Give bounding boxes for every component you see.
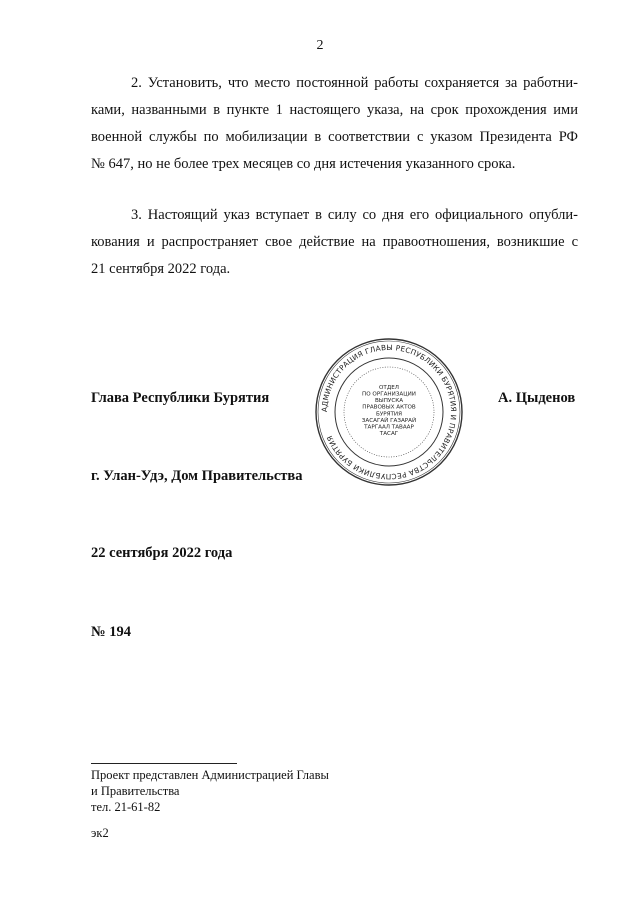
footnote-line: Проект представлен Администрацией Главы — [91, 768, 329, 782]
seal-center-line: ЗАСАГАЙ ГАЗАРАЙ — [361, 417, 417, 424]
seal-center-line: ПРАВОВЫХ АКТОВ — [362, 404, 416, 411]
seal-center-line: ВЫПУСКА — [374, 398, 404, 405]
signing-place: г. Улан-Удэ, Дом Правительства — [91, 468, 303, 484]
official-seal — [314, 337, 464, 487]
footnote-line: тел. 21-61-82 — [91, 800, 161, 814]
paragraph-2 — [91, 70, 578, 178]
seal-ring-text: АДМИНИСТРАЦИЯ ГЛАВЫ РЕСПУБЛИКИ БУРЯТИЯ И ПРАВИТЕЛЬСТВА РЕСПУБЛИКИ БУРЯТИЯ — [319, 342, 459, 482]
signing-date: 22 сентября 2022 года — [91, 545, 233, 561]
signatory-name: А. Цыденов — [498, 390, 576, 406]
paragraph-2-line: военной службы по мобилизации в соответствии с указом Президента РФ — [91, 129, 578, 145]
paragraph-3-line: 3. Настоящий указ вступает в силу со дня его официального опубли- — [131, 207, 578, 223]
decree-number: № 194 — [91, 624, 131, 640]
seal-center-line: ПО ОРГАНИЗАЦИИ — [362, 391, 416, 398]
paragraph-2-line: 2. Установить, что место постоянной работы сохраняется за работни- — [131, 75, 578, 91]
page-number: 2 — [316, 38, 324, 53]
seal-center-line: ОТДЕЛ — [379, 384, 399, 391]
paragraph-3-line: 21 сентября 2022 года. — [91, 261, 231, 277]
footnote-line: и Правительства — [91, 784, 180, 798]
signatory-position: Глава Республики Бурятия — [91, 390, 270, 406]
seal-center-line: ТАСАГ — [379, 431, 399, 438]
paragraph-3 — [91, 202, 578, 283]
paragraph-3-line: кования и распространяет свое действие на правоотношения, возникшие с — [91, 234, 578, 250]
footnote-code: эк2 — [91, 826, 109, 840]
footnote-divider — [91, 763, 237, 764]
seal-center-line: ТАРГААЛ ТАВААР — [364, 424, 414, 431]
seal-center-line: БУРЯТИЯ — [376, 411, 402, 418]
paragraph-2-line: ками, названными в пункте 1 настоящего указа, на срок прохождения ими — [91, 102, 578, 118]
paragraph-2-line: № 647, но не более трех месяцев со дня истечения указанного срока. — [91, 156, 516, 172]
